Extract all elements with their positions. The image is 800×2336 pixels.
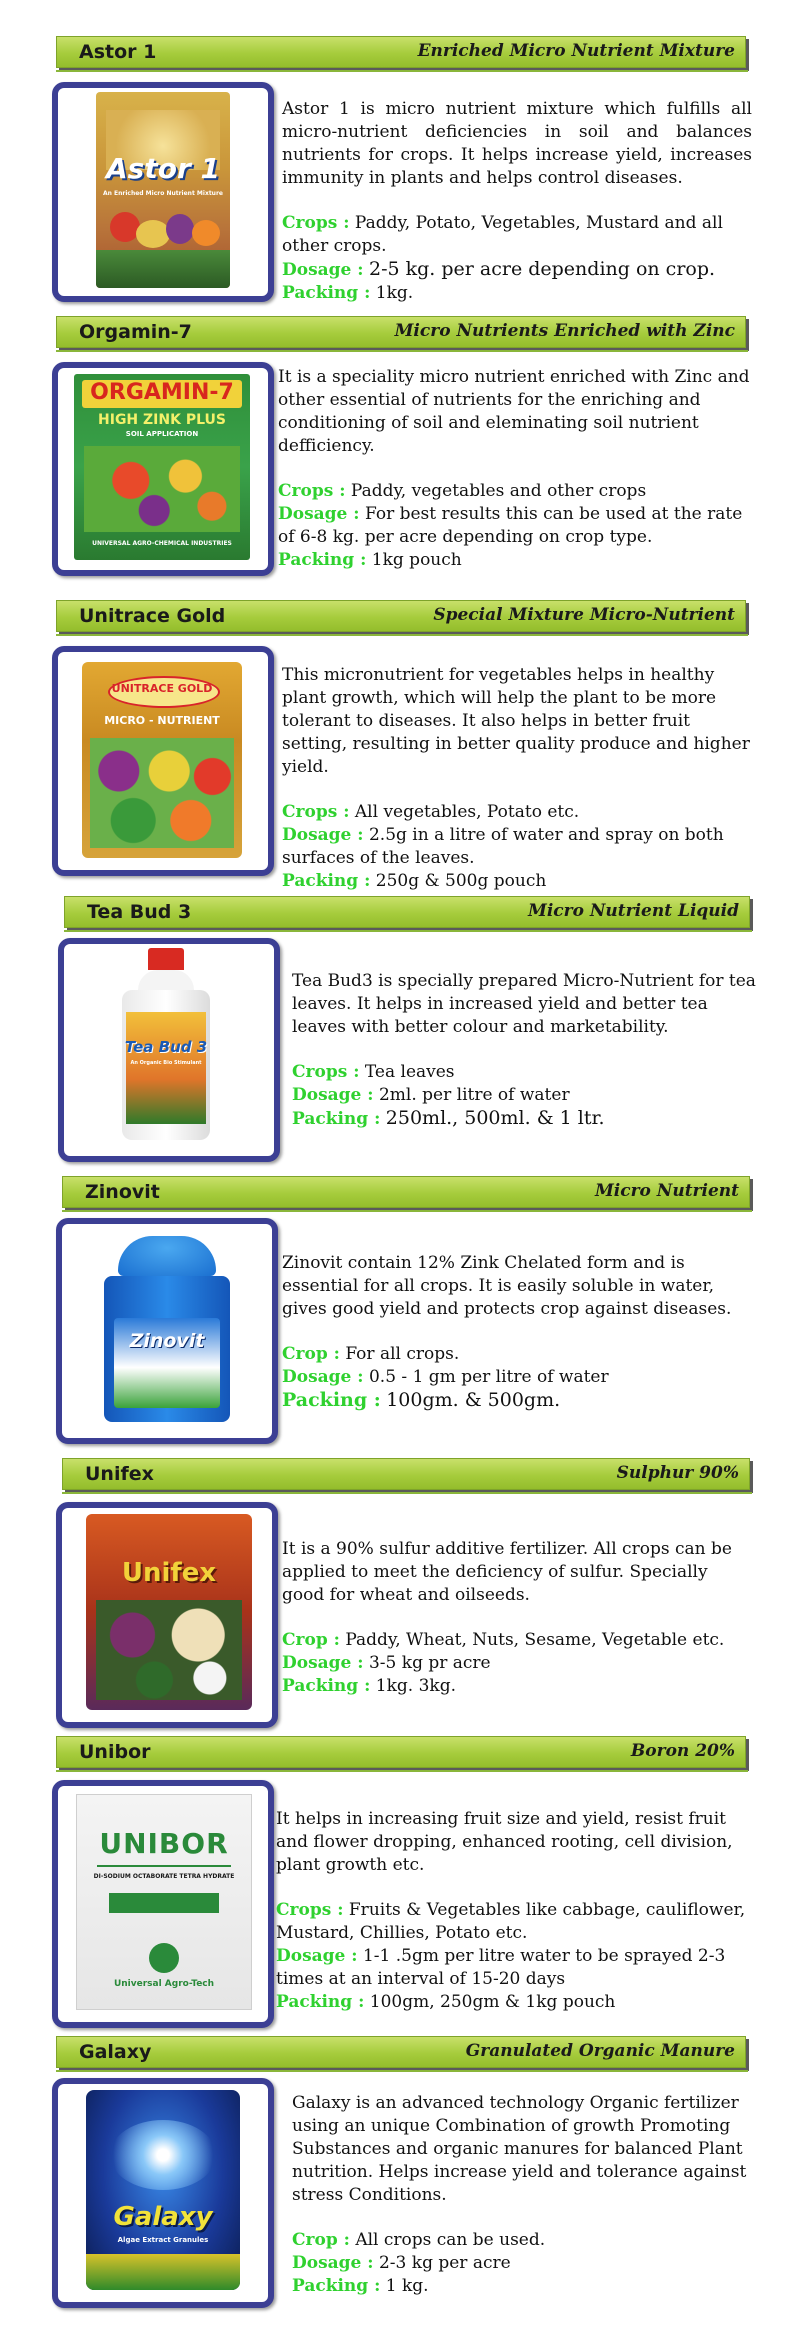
dosage-value: 1-1 .5gm per litre water to be sprayed 2-3 times at an interval of 15-20 days: [276, 1946, 726, 1989]
galaxy-package-image: [86, 2090, 240, 2290]
crops-value: For all crops.: [345, 1344, 460, 1364]
dosage-label: Dosage :: [278, 504, 360, 524]
package-label: Galaxy: [113, 2202, 213, 2232]
product-description-block: [282, 664, 752, 893]
crops-line: [282, 801, 752, 824]
unitrace-package-image: [82, 662, 242, 858]
crops-line: [292, 2229, 758, 2252]
package-label: UNIBOR: [99, 1827, 229, 1860]
package-footer: UNIVERSAL AGRO-CHEMICAL INDUSTRIES: [92, 540, 232, 547]
packing-value: 100gm. & 500gm.: [386, 1389, 561, 1411]
product-name: Unifex: [85, 1463, 154, 1485]
packing-line: [282, 1389, 752, 1413]
product-description: It helps in increasing fruit size and yield, resist fruit and flower dropping, enhanced rooting, cell division, plant growth etc.: [276, 1809, 733, 1875]
product-header: [64, 896, 750, 928]
header-divider: [56, 2070, 748, 2072]
dosage-label: Dosage :: [292, 2253, 374, 2273]
product-description: Tea Bud3 is specially prepared Micro-Nutrient for tea leaves. It helps in increased yield and better tea leaves with better colour and marketability.: [292, 971, 756, 1037]
crops-value: Paddy, Wheat, Nuts, Sesame, Vegetable etc.: [345, 1630, 725, 1650]
packing-line: [292, 1107, 762, 1131]
packing-line: [282, 870, 752, 893]
header-divider: [62, 1210, 752, 1212]
product-image-frame: [52, 82, 274, 302]
crops-value: Tea leaves: [364, 1062, 455, 1082]
product-tagline: Special Mixture Micro-Nutrient: [433, 605, 735, 625]
product-image-frame: [52, 1780, 274, 2028]
dosage-line: [282, 258, 752, 282]
crops-label: Crops :: [292, 1062, 360, 1082]
product-header: [62, 1176, 750, 1208]
packing-line: [282, 282, 752, 305]
packing-label: Packing :: [292, 2276, 381, 2296]
zinovit-jar-image: [100, 1236, 234, 1426]
product-image-frame: [52, 362, 274, 576]
product-description-block: [292, 970, 762, 1131]
crops-value: All vegetables, Potato etc.: [354, 802, 580, 822]
crops-value: Paddy, vegetables and other crops: [350, 481, 647, 501]
package-label: Tea Bud 3: [124, 1038, 208, 1056]
dosage-line: [282, 1652, 752, 1675]
product-image-frame: [52, 646, 274, 876]
product-description: It is a speciality micro nutrient enriched with Zinc and other essential of nutrients for the enriching and conditioning of soil and eleminating soil nutrient defficiency.: [278, 367, 750, 456]
product-header: [62, 1458, 750, 1490]
product-name: Tea Bud 3: [87, 901, 192, 923]
packing-label: Packing :: [282, 1389, 381, 1411]
package-label: Zinovit: [129, 1330, 205, 1352]
packing-line: [276, 1991, 760, 2014]
header-divider: [56, 1770, 748, 1772]
product-name: Orgamin-7: [79, 321, 192, 343]
dosage-value: 3-5 kg pr acre: [368, 1653, 491, 1673]
package-sublabel: An Organic Bio Stimulant: [130, 1060, 202, 1066]
package-sublabel-2: SOIL APPLICATION: [125, 430, 199, 438]
packing-line: [292, 2275, 758, 2298]
product-description-block: [278, 366, 758, 572]
product-name: Galaxy: [79, 2041, 152, 2063]
product-header: [56, 36, 746, 68]
product-tagline: Micro Nutrient: [594, 1181, 739, 1201]
product-description-block: [282, 1538, 752, 1698]
packing-value: 1kg pouch: [371, 550, 462, 570]
crops-line: [282, 212, 752, 258]
product-tagline: Granulated Organic Manure: [465, 2041, 735, 2061]
crops-value: Paddy, Potato, Vegetables, Mustard and all other crops.: [282, 213, 723, 256]
product-tagline: Enriched Micro Nutrient Mixture: [417, 41, 735, 61]
packing-label: Packing :: [292, 1109, 381, 1129]
packing-value: 100gm, 250gm & 1kg pouch: [369, 1992, 616, 2012]
crops-line: [282, 1629, 752, 1652]
product-description: Galaxy is an advanced technology Organic fertilizer using an unique Combination of growth Promoting Substances and organic manures for balanced Plant nutrition. Helps increase yield and tolerance against stress Conditions.: [292, 2093, 747, 2205]
dosage-line: [276, 1945, 760, 1991]
crops-line: [292, 1061, 762, 1084]
header-divider: [56, 70, 748, 72]
product-name: Zinovit: [85, 1181, 160, 1203]
packing-label: Packing :: [282, 1676, 371, 1696]
package-sublabel: Algae Extract Granules: [117, 2236, 209, 2244]
tea-bud-bottle-image: [118, 948, 214, 1144]
packing-label: Packing :: [276, 1992, 365, 2012]
package-label: ORGAMIN-7: [90, 380, 234, 405]
crops-line: [278, 480, 758, 503]
crops-label: Crop :: [282, 1630, 340, 1650]
packing-label: Packing :: [282, 871, 371, 891]
product-header: [56, 600, 746, 632]
dosage-line: [292, 1084, 762, 1107]
product-tagline: Boron 20%: [630, 1741, 735, 1761]
crops-label: Crops :: [282, 213, 350, 233]
packing-value: 1 kg.: [385, 2276, 429, 2296]
dosage-value: For best results this can be used at the rate of 6-8 kg. per acre depending on crop type.: [278, 504, 743, 547]
crops-label: Crops :: [278, 481, 346, 501]
product-description: This micronutrient for vegetables helps in healthy plant growth, which will help the plant to be more tolerant to diseases. It also helps in better fruit setting, resulting in better quality produce and higher yield.: [282, 665, 750, 777]
product-header: [56, 1736, 746, 1768]
package-sublabel: MICRO - NUTRIENT: [104, 714, 220, 727]
product-header: [56, 316, 746, 348]
packing-value: 250g & 500g pouch: [375, 871, 547, 891]
packing-label: Packing :: [282, 283, 371, 303]
package-sublabel: DI-SODIUM OCTABORATE TETRA HYDRATE: [93, 1873, 235, 1880]
dosage-line: [278, 503, 758, 549]
package-footer: Universal Agro-Tech: [113, 1979, 215, 1989]
dosage-value: 2.5g in a litre of water and spray on both surfaces of the leaves.: [282, 825, 724, 868]
product-description-block: [292, 2092, 758, 2298]
product-description: Astor 1 is micro nutrient mixture which fulfills all micro-nutrient deficiencies in soil and balances nutrients for crops. It helps increase yield, increases immunity in plants and helps control diseases.: [282, 99, 752, 188]
dosage-line: [292, 2252, 758, 2275]
product-image-frame: [52, 2078, 274, 2308]
crops-label: Crops :: [282, 802, 350, 822]
package-label: Astor 1: [106, 152, 220, 185]
header-divider: [56, 350, 748, 352]
dosage-value: 2-3 kg per acre: [378, 2253, 511, 2273]
product-description-block: [282, 98, 752, 305]
dosage-label: Dosage :: [282, 825, 364, 845]
dosage-value: 0.5 - 1 gm per litre of water: [368, 1367, 609, 1387]
product-description: It is a 90% sulfur additive fertilizer. All crops can be applied to meet the deficiency of sulfur. Specially good for wheat and oilseeds.: [282, 1539, 732, 1605]
package-sublabel: HIGH ZINK PLUS: [98, 412, 226, 428]
dosage-value: 2ml. per litre of water: [378, 1085, 570, 1105]
header-divider: [62, 1492, 752, 1494]
header-divider: [64, 930, 752, 932]
package-label: Unifex: [121, 1558, 217, 1588]
dosage-label: Dosage :: [292, 1085, 374, 1105]
astor-package-image: [96, 92, 230, 288]
crops-value: All crops can be used.: [355, 2230, 546, 2250]
dosage-line: [282, 824, 752, 870]
orgamin-package-image: [74, 374, 250, 560]
product-name: Unitrace Gold: [79, 605, 226, 627]
product-image-frame: [56, 1502, 278, 1728]
dosage-label: Dosage :: [282, 260, 364, 280]
unibor-package-image: [76, 1794, 252, 2010]
unifex-package-image: [86, 1514, 252, 1710]
header-divider: [56, 634, 748, 636]
product-header: [56, 2036, 746, 2068]
product-image-frame: [58, 938, 280, 1162]
packing-value: 1kg. 3kg.: [375, 1676, 456, 1696]
crops-line: [282, 1343, 752, 1366]
packing-value: 1kg.: [375, 283, 414, 303]
product-tagline: Micro Nutrients Enriched with Zinc: [394, 321, 735, 341]
dosage-label: Dosage :: [276, 1946, 358, 1966]
crops-line: [276, 1899, 760, 1945]
dosage-label: Dosage :: [282, 1653, 364, 1673]
package-sublabel: An Enriched Micro Nutrient Mixture: [103, 190, 223, 197]
crops-label: Crop :: [282, 1344, 340, 1364]
product-description-block: [282, 1252, 752, 1413]
product-name: Unibor: [79, 1741, 151, 1763]
dosage-label: Dosage :: [282, 1367, 364, 1387]
product-name: Astor 1: [79, 41, 157, 63]
crops-label: Crop :: [292, 2230, 350, 2250]
packing-value: 250ml., 500ml. & 1 ltr.: [385, 1107, 605, 1129]
packing-line: [282, 1675, 752, 1698]
dosage-value: 2-5 kg. per acre depending on crop.: [368, 258, 716, 280]
package-label: UNITRACE GOLD: [111, 682, 213, 695]
crops-label: Crops :: [276, 1900, 344, 1920]
packing-line: [278, 549, 758, 572]
product-tagline: Sulphur 90%: [616, 1463, 739, 1483]
packing-label: Packing :: [278, 550, 367, 570]
crops-value: Fruits & Vegetables like cabbage, cauliflower, Mustard, Chillies, Potato etc.: [276, 1900, 746, 1943]
product-image-frame: [56, 1218, 278, 1444]
product-description: Zinovit contain 12% Zink Chelated form and is essential for all crops. It is easily soluble in water, gives good yield and protects crop against diseases.: [282, 1253, 732, 1319]
dosage-line: [282, 1366, 752, 1389]
product-description-block: [276, 1808, 760, 2014]
product-tagline: Micro Nutrient Liquid: [528, 901, 739, 921]
